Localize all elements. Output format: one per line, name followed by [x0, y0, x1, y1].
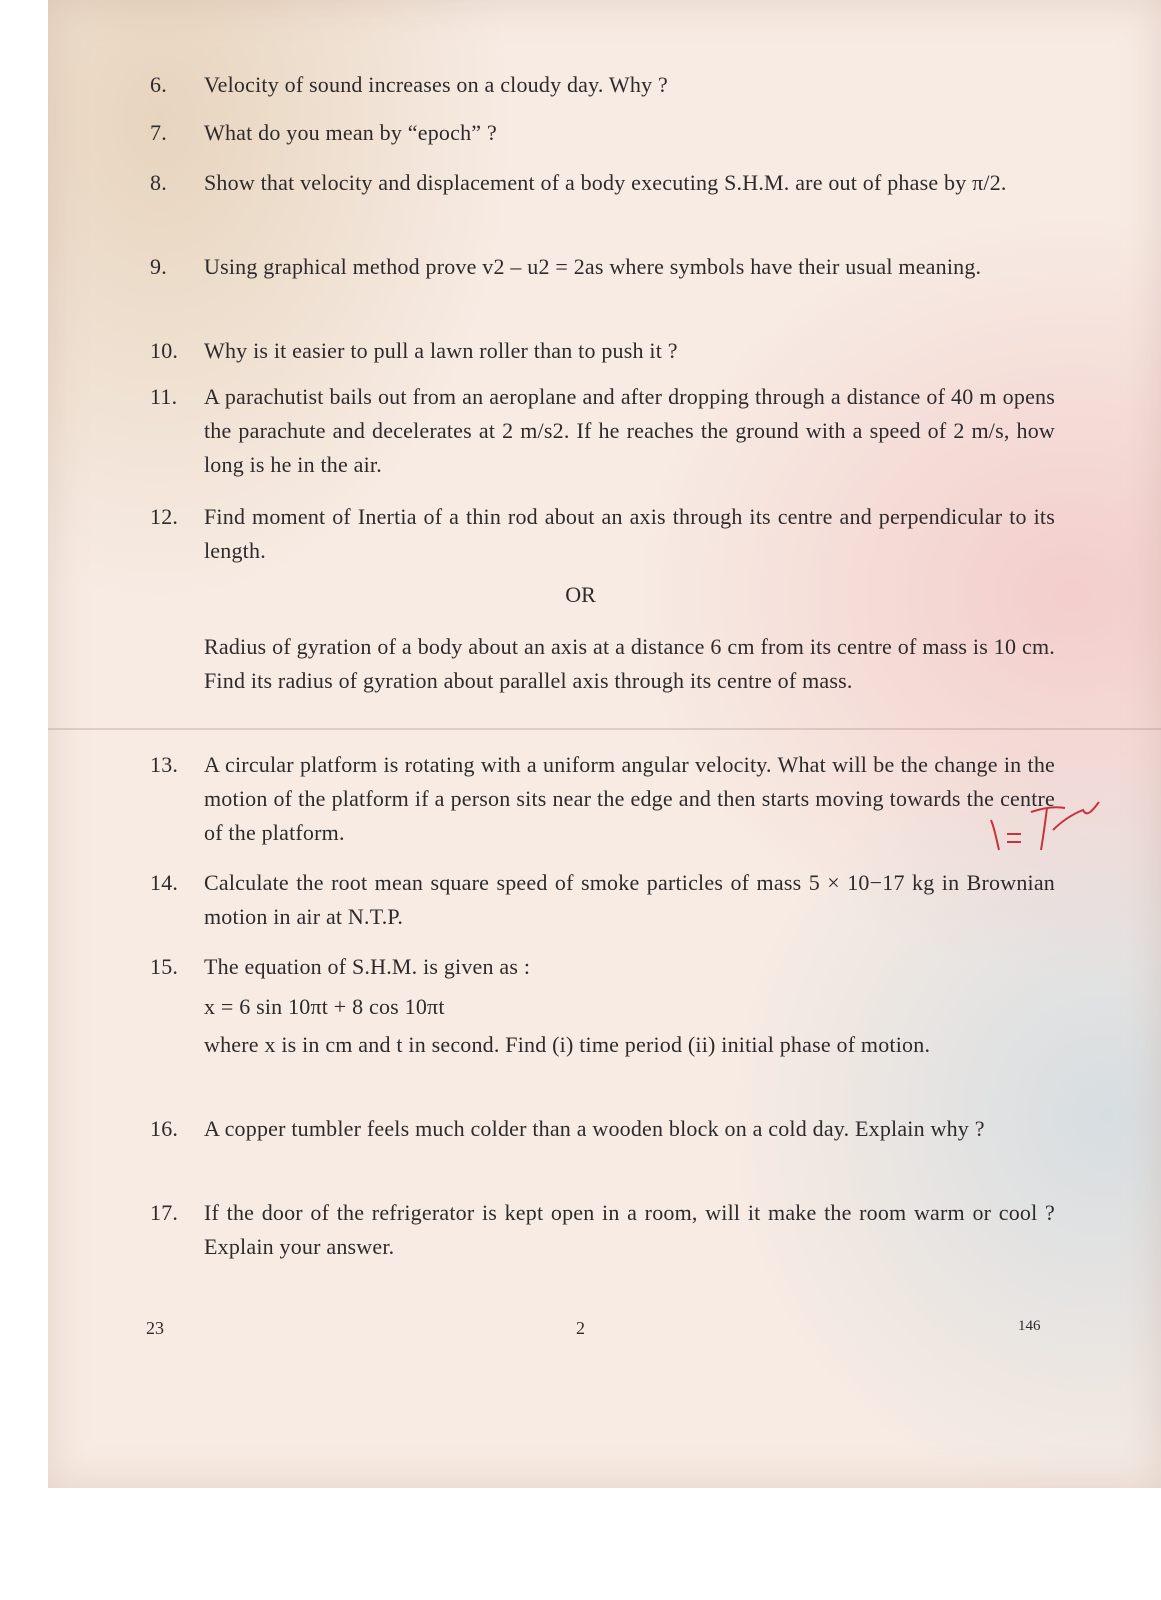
question-text: Show that velocity and displacement of a body executing S.H.M. are out of phase by π/2. — [204, 170, 1007, 195]
question-number: 11. — [150, 384, 178, 409]
question-text: x = 6 sin 10πt + 8 cos 10πt — [204, 994, 445, 1019]
handwritten-annotation — [983, 790, 1103, 860]
question-text: Using graphical method prove v2 – u2 = 2as where symbols have their usual meaning. — [204, 254, 982, 279]
footer-left-code: 23 — [146, 1318, 164, 1338]
question-number: 14. — [150, 870, 179, 895]
question-number: 6. — [150, 72, 167, 97]
question-number: 12. — [150, 504, 179, 529]
question-text: What do you mean by “epoch” ? — [204, 120, 497, 145]
question-number: 7. — [150, 120, 167, 145]
question-text: Calculate the root mean square speed of smoke particles of mass 5 × 10−17 kg in Brownian motion in air at N.T.P. — [204, 870, 1055, 929]
question-number: 8. — [150, 170, 167, 195]
question-text: A circular platform is rotating with a uniform angular velocity. What will be the change in the motion of the platform if a person sits near the edge and then starts moving towards the centre of the platform. — [204, 752, 1055, 845]
footer-right-code: 146 — [1018, 1318, 1041, 1334]
footer-page-number: 2 — [576, 1318, 585, 1338]
question-number: 17. — [150, 1200, 179, 1225]
question-text: Radius of gyration of a body about an axis at a distance 6 cm from its centre of mass is 10 cm. Find its radius of gyration about parallel axis through its centre of mass. — [204, 634, 1055, 693]
question-text: If the door of the refrigerator is kept open in a room, will it make the room warm or cool ? Explain your answer. — [204, 1200, 1055, 1259]
question-number: 15. — [150, 954, 179, 979]
paper-fold-line — [48, 728, 1161, 730]
question-text: Why is it easier to pull a lawn roller than to push it ? — [204, 338, 678, 363]
question-number: 10. — [150, 338, 179, 363]
question-text: A parachutist bails out from an aeroplane and after dropping through a distance of 40 m opens the parachute and decelerates at 2 m/s2. If he reaches the ground with a speed of 2 m/s, how long is he in the air. — [204, 384, 1055, 477]
question-text: where x is in cm and t in second. Find (i) time period (ii) initial phase of motion. — [204, 1032, 931, 1057]
question-number: 16. — [150, 1116, 179, 1141]
question-number: 13. — [150, 752, 179, 777]
question-number: 9. — [150, 254, 167, 279]
or-separator: OR — [565, 582, 596, 607]
question-text: A copper tumbler feels much colder than a wooden block on a cold day. Explain why ? — [204, 1116, 985, 1141]
question-text: The equation of S.H.M. is given as : — [204, 954, 531, 979]
question-text: Velocity of sound increases on a cloudy day. Why ? — [204, 72, 668, 97]
question-text: Find moment of Inertia of a thin rod about an axis through its centre and perpendicular to its length. — [204, 504, 1055, 563]
paper-sheet — [48, 0, 1161, 1488]
